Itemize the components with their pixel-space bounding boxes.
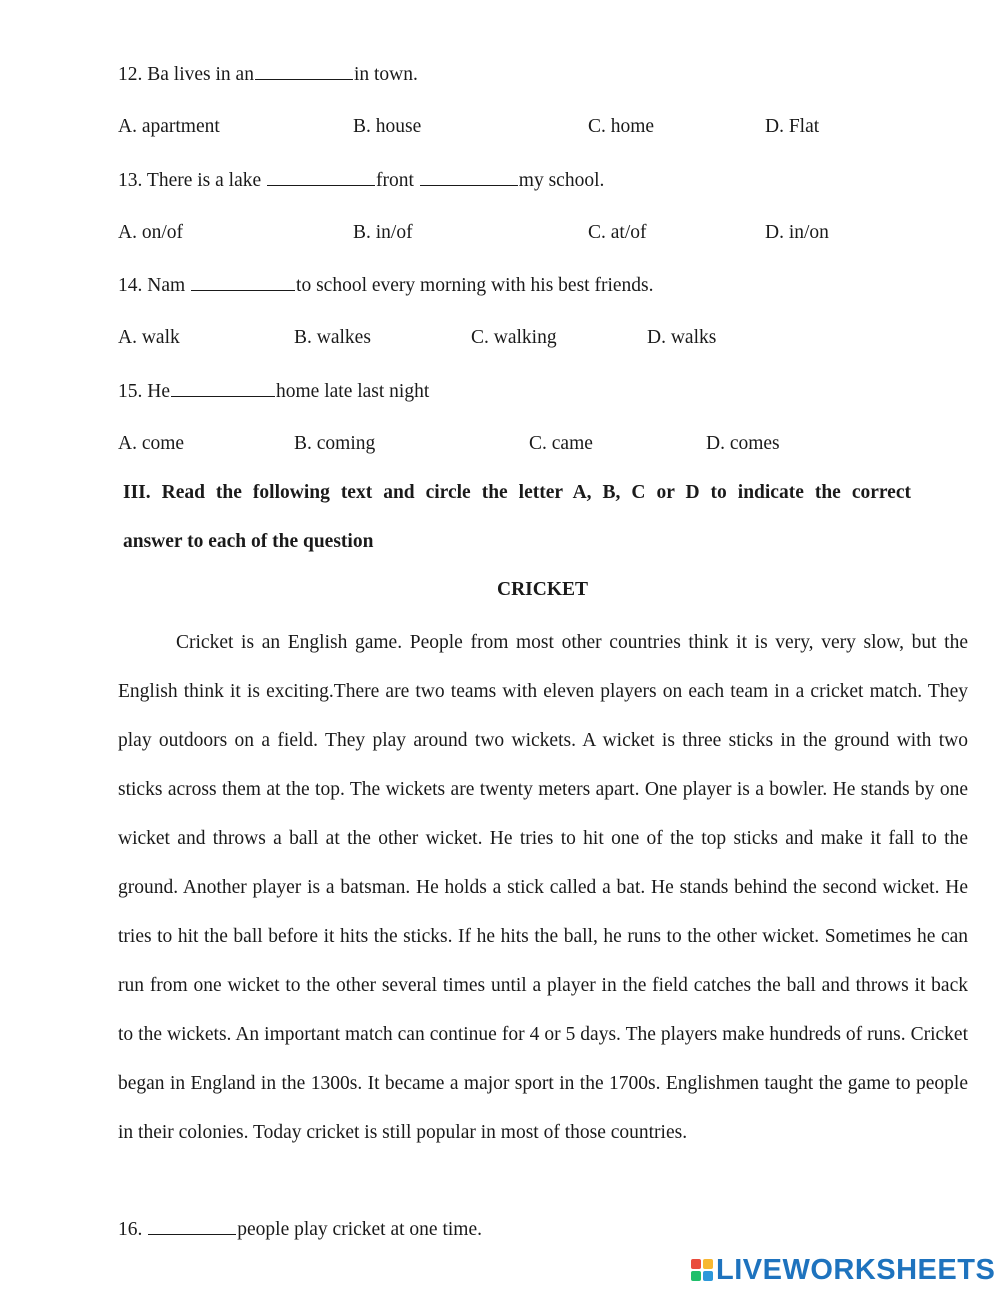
- option-b: B. in/of: [353, 222, 413, 243]
- reading-passage: Cricket is an English game. People from most other countries think it is very, very slow, but the English think it is exciting.There are two teams with eleven players on each team in a cricket match. They play outdoors on a field. They play around two wickets. A wicket is three sticks in the ground with two sticks across them at the top. The wickets are twenty meters apart. One player is a bowler. He stands by one wicket and throws a ball at the other wicket. He tries to hit one of the top sticks and make it fall to the ground. Another player is a batsman. He holds a stick called a bat. He stands behind the second wicket. He tries to hit the ball before it hits the sticks. If he hits the ball, he runs to the other wicket. Sometimes he can run from one wicket to the other several times until a player in the field catches the ball and throws it back to the wickets. An important match can continue for 4 or 5 days. The players make hundreds of runs. Cricket began in England in the 1300s. It became a major sport in the 1700s. Englishmen taught the game to people in their colonies. Today cricket is still popular in most of those countries.: [118, 632, 968, 1143]
- liveworksheets-logo: [690, 1250, 995, 1290]
- question-14: [118, 273, 653, 298]
- question-text-after: people play cricket at one time.: [237, 1219, 482, 1240]
- answer-blank[interactable]: [255, 62, 353, 80]
- question-number: 14.: [118, 275, 143, 296]
- option-d: D. walks: [647, 327, 717, 348]
- option-c: C. came: [529, 433, 593, 454]
- question-number: 13.: [118, 170, 143, 191]
- question-16: [118, 1217, 482, 1242]
- answer-blank[interactable]: [191, 273, 295, 291]
- question-13: [118, 168, 604, 193]
- option-d: D. Flat: [765, 116, 820, 137]
- option-a: A. come: [118, 433, 185, 454]
- answer-blank[interactable]: [267, 168, 375, 186]
- question-text-before: There is a lake: [146, 170, 267, 191]
- question-text-after: my school.: [518, 170, 605, 191]
- answer-blank[interactable]: [420, 168, 518, 186]
- section-instruction-continued: answer to each of the question: [123, 531, 374, 552]
- option-b: B. coming: [294, 433, 376, 454]
- question-number: 15.: [118, 381, 143, 402]
- question-number: 16.: [118, 1219, 143, 1240]
- section-instruction: III. Read the following text and circle the letter A, B, C or D to indicate the correct: [123, 482, 911, 503]
- option-d: D. comes: [706, 433, 780, 454]
- logo-mark-icon: [690, 1258, 714, 1282]
- question-text-after: to school every morning with his best friends.: [296, 275, 654, 296]
- option-a: A. on/of: [118, 222, 183, 243]
- option-a: A. apartment: [118, 116, 220, 137]
- option-b: B. house: [353, 116, 422, 137]
- option-c: C. home: [588, 116, 655, 137]
- option-c: C. walking: [471, 327, 557, 348]
- question-text-before: He: [147, 381, 170, 402]
- option-c: C. at/of: [588, 222, 647, 243]
- question-text-before: Ba lives in an: [147, 64, 254, 85]
- answer-blank[interactable]: [171, 379, 275, 397]
- question-number: 12.: [118, 64, 143, 85]
- answer-blank[interactable]: [148, 1217, 236, 1235]
- question-text-before: Nam: [147, 275, 191, 296]
- option-d: D. in/on: [765, 222, 829, 243]
- logo-text: LIVEWORKSHEETS: [716, 1253, 996, 1286]
- option-b: B. walkes: [294, 327, 371, 348]
- question-text-after: home late last night: [276, 381, 430, 402]
- reading-title: CRICKET: [496, 579, 589, 600]
- option-a: A. walk: [118, 327, 180, 348]
- question-15: [118, 379, 429, 404]
- question-text-after: in town.: [353, 64, 418, 85]
- question-text-middle: front: [376, 170, 419, 191]
- question-12: [118, 62, 418, 87]
